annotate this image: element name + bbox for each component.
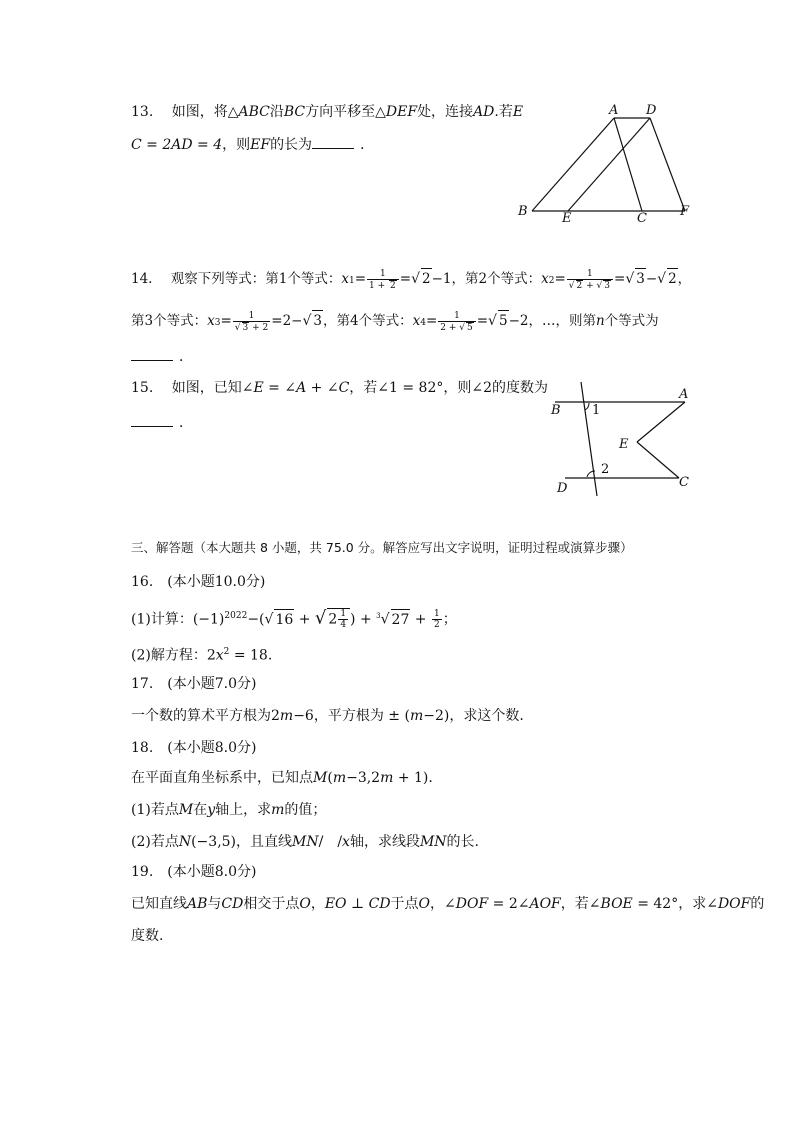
- q14-line1: 14. 观察下列等式：第1个等式：x1= $\frac{1}{1 + 2}$ =√ 2−1，第2个等式：x2= $\frac{1}{√ 2 + √ 3}$ =√ 3−√ 2，: [131, 268, 692, 291]
- label-b: B: [551, 403, 561, 418]
- q15-figure: [545, 376, 705, 504]
- label-angle-2: 2: [601, 462, 610, 477]
- transversal: [581, 382, 597, 496]
- q18-line3: (2)若点N(−3,5)，且直线MN/ /x轴，求线段MN的长.: [131, 834, 479, 850]
- q19-line1: 已知直线AB与CD相交于点O，EO ⊥ CD于点O，∠DOF = 2∠AOF，若∠BOE = 42°，求∠DOF的: [131, 896, 765, 912]
- q13-answer-blank[interactable]: [312, 134, 354, 149]
- angle-1-arc: [585, 403, 589, 410]
- label-d: D: [557, 481, 568, 496]
- q15-line1: 15. 如图，已知∠E = ∠A + ∠C，若∠1 = 82°，则∠2的度数为: [131, 380, 549, 396]
- q15-line2: ．: [131, 412, 193, 433]
- segment-ea: [637, 402, 685, 442]
- q17-heading: 17. (本小题7.0分): [131, 676, 257, 692]
- segment-df: [650, 118, 685, 211]
- label-angle-1: 1: [592, 403, 601, 418]
- q14-fraction-2: $\frac{1}{√ 2 + √ 3}$: [567, 269, 613, 291]
- q13-figure: [510, 98, 700, 230]
- q14-fraction-4: $\frac{1}{2 + √ 5}$: [438, 311, 475, 333]
- q14-line2: 第3个等式：x3= $\frac{1}{√ 3 + 2}$ =2−√ 3，第4个等式：x4= $\frac{1}{2 + √ 5}$ =√ 5−2，…，则第n个等式为: [131, 310, 659, 333]
- q13-line1: 13. 如图，将△ABC沿BC方向平移至△DEF处，连接AD.若E: [131, 104, 524, 120]
- q15-answer-blank[interactable]: [131, 412, 173, 427]
- q16-heading: 16. (本小题10.0分): [131, 574, 266, 590]
- label-d: D: [646, 103, 657, 118]
- q18-line2: (1)若点M在y轴上，求m的值；: [131, 802, 327, 818]
- q18-heading: 18. (本小题8.0分): [131, 740, 257, 756]
- q14-fraction-1: $\frac{1}{1 + 2}$: [367, 269, 399, 291]
- q16-part1: (1)计算：$(-1)^{2022}-(√$ 16 + √ 2 $\frac{1}{4}$ ) + $^3$√ 27 + $\frac{1}{2}$ ；: [131, 607, 457, 631]
- q18-line1: 在平面直角坐标系中，已知点M(m−3,2m + 1).: [131, 770, 433, 786]
- segment-ec: [637, 442, 679, 478]
- label-e: E: [562, 211, 572, 226]
- label-f: F: [680, 204, 690, 219]
- q14-answer-blank[interactable]: [131, 346, 173, 361]
- label-c: C: [637, 211, 647, 226]
- q13-number: 13.: [131, 104, 154, 120]
- section3-heading: 三、解答题（本大题共 8 小题，共 75.0 分。解答应写出文字说明，证明过程或演算步骤）: [131, 540, 633, 555]
- q16-part2: (2)解方程：$2x^2 = 18$.: [131, 647, 273, 664]
- label-a: A: [609, 103, 619, 118]
- label-b: B: [518, 204, 528, 219]
- q19-line2: 度数.: [131, 928, 164, 944]
- label-a: A: [679, 387, 689, 402]
- q19-heading: 19. (本小题8.0分): [131, 864, 257, 880]
- q13-line2: C = 2AD = 4，则EF的长为 ．: [131, 134, 374, 155]
- q14-line3: ．: [131, 346, 193, 367]
- label-e: E: [619, 437, 629, 452]
- q16-half-fraction: $\frac{1}{2}$: [434, 609, 440, 631]
- q14-fraction-3: $\frac{1}{√ 3 + 2}$: [234, 310, 269, 333]
- label-c: C: [679, 475, 689, 490]
- segment-ab: [532, 118, 614, 211]
- q17-body: 一个数的算术平方根为2m−6，平方根为 ± (m−2)，求这个数.: [131, 708, 524, 724]
